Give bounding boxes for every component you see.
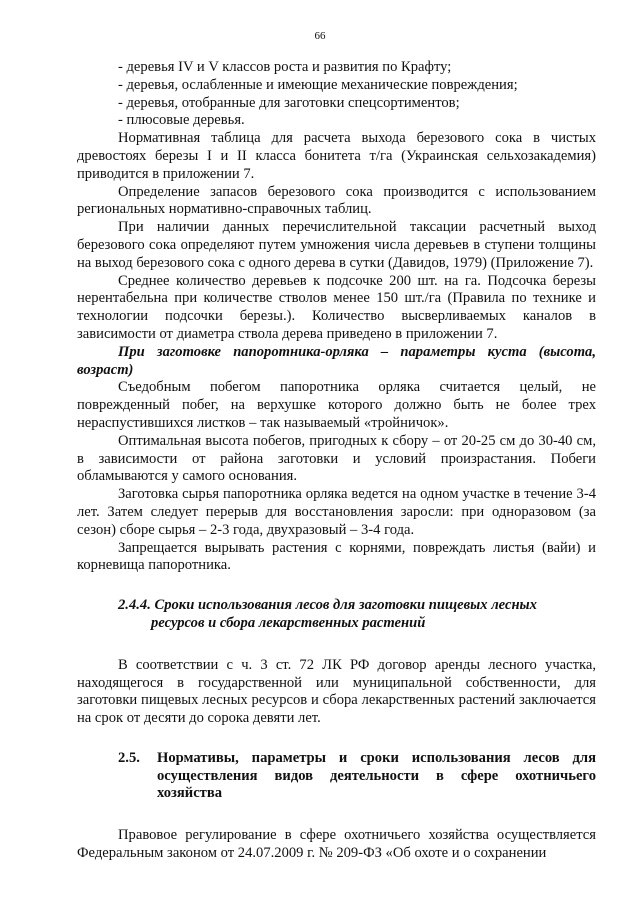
paragraph-tapping-density: Среднее количество деревьев к подсочке 200 шт. на га. Подсочка березы нерентабельна при количестве стволов менее 150 шт./га (Правила по технике и технологии подсочки березы.). Количество высверливаемых каналов в зависимости от диаметра ствола дерева приведено в приложении 7. [77, 272, 596, 342]
paragraph-lease-term: В соответствии с ч. 3 ст. 72 ЛК РФ договор аренды лесного участка, находящегося в государственной или муниципальной собственности, для заготовки пищевых лесных ресурсов и сбора лекарственных растений заключается на срок от десяти до сорока девяти лет. [77, 656, 596, 727]
subsection-heading [77, 597, 596, 633]
paragraph-fern-shoot: Съедобным побегом папоротника орляка считается целый, не поврежденный побег, на верхушке которого должно быть не более трех нераспустившихся листков – так называемый «тройничок». [77, 379, 596, 431]
subsection-heading-line1: 2.4.4. Сроки использования лесов для заготовки пищевых лесных [118, 597, 537, 614]
paragraph-sap-reserves: Определение запасов березового сока производится с использованием региональных нормативно-справочных таблиц. [77, 183, 596, 218]
subsection-heading-line2: ресурсов и сбора лекарственных растений [151, 614, 426, 631]
paragraph-sap-calculation: При наличии данных перечислительной таксации расчетный выход березового сока определяют путем умножения числа деревьев в ступени толщины на выход березового сока с одного дерева в сутки (Давидов, 1979) (Приложение 7). [77, 219, 596, 271]
list-item: - плюсовые деревья. [118, 112, 245, 129]
list-item: - деревья IV и V классов роста и развития по Крафту; [118, 59, 452, 75]
list-item: - деревья, отобранные для заготовки спецсортиментов; [118, 94, 460, 111]
paragraph-sap-table: Нормативная таблица для расчета выхода березового сока в чистых древостоях березы I и II класса бонитета т/га (Украинская сельхозакадемия) приводится в приложении 7. [77, 130, 596, 182]
paragraph-fern-height: Оптимальная высота побегов, пригодных к сбору – от 20-25 см до 30-40 см, в зависимости от района заготовки и условий произрастания. Побеги обламываются у самого основания. [77, 432, 596, 485]
list-item: - деревья, ослабленные и имеющие механические повреждения; [118, 76, 518, 93]
paragraph-fern-prohibition: Запрещается вырывать растения с корнями, повреждать листья (вайи) и корневища папоротника. [77, 539, 596, 574]
paragraph-fern-harvest: Заготовка сырья папоротника орляка ведется на одном участке в течение 3-4 лет. Затем следует перерыв для восстановления заросли: при одноразовом (за сезон) сборе сырья – 2-3 года, двухразовый – 3-4 года. [77, 486, 596, 538]
section-title: Нормативы, параметры и сроки использования лесов для осуществления видов деятельности в сфере охотничьего хозяйства [157, 749, 596, 802]
paragraph-hunting-law: Правовое регулирование в сфере охотничьего хозяйства осуществляется Федеральным законом от 24.07.2009 г. № 209-ФЗ «Об охоте и о сохранении [77, 827, 596, 862]
section-number: 2.5. [118, 749, 140, 766]
fern-heading: При заготовке папоротника-орляка – параметры куста (высота, возраст) [77, 343, 596, 378]
section-heading [77, 750, 596, 803]
document-body [77, 59, 596, 863]
page-number: 66 [314, 30, 326, 42]
